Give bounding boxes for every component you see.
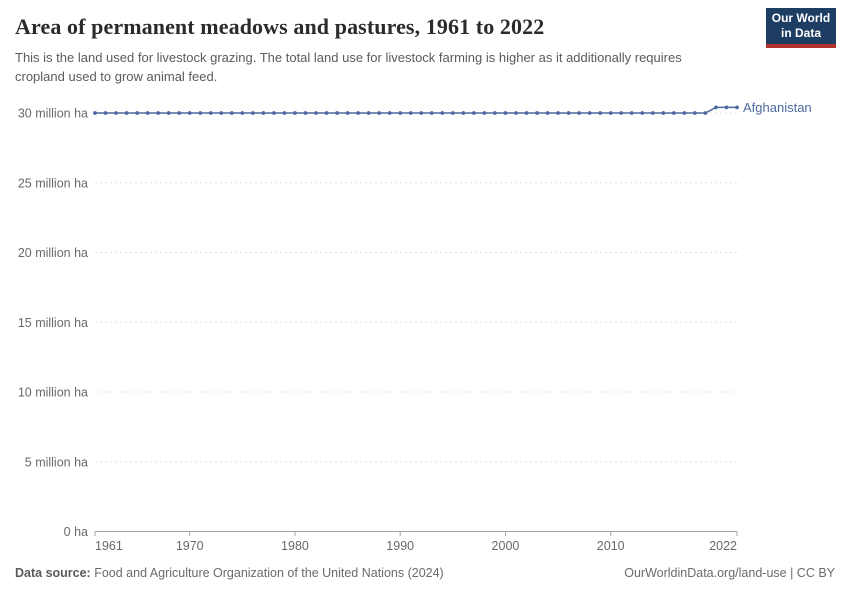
data-point-marker[interactable] [735, 106, 739, 110]
data-point-marker[interactable] [440, 111, 444, 115]
data-point-marker[interactable] [367, 111, 371, 115]
data-point-marker[interactable] [146, 111, 150, 115]
data-point-marker[interactable] [546, 111, 550, 115]
data-point-marker[interactable] [251, 111, 255, 115]
data-point-marker[interactable] [619, 111, 623, 115]
data-point-marker[interactable] [219, 111, 223, 115]
x-axis-tick-label: 2022 [709, 539, 737, 553]
chart-title: Area of permanent meadows and pastures, 1961 to 2022 [15, 14, 545, 39]
data-point-marker[interactable] [283, 111, 287, 115]
data-point-marker[interactable] [640, 111, 644, 115]
data-point-marker[interactable] [325, 111, 329, 115]
data-point-marker[interactable] [504, 111, 508, 115]
data-point-marker[interactable] [714, 106, 718, 110]
data-point-marker[interactable] [388, 111, 392, 115]
data-source-label: Data source: [15, 566, 91, 580]
data-point-marker[interactable] [188, 111, 192, 115]
data-point-marker[interactable] [682, 111, 686, 115]
data-point-marker[interactable] [293, 111, 297, 115]
data-point-marker[interactable] [409, 111, 413, 115]
y-axis-tick-label: 15 million ha [17, 315, 88, 330]
data-point-marker[interactable] [156, 111, 160, 115]
data-point-marker[interactable] [198, 111, 202, 115]
data-point-marker[interactable] [556, 111, 560, 115]
data-point-marker[interactable] [704, 111, 708, 115]
x-axis-tick-label: 1961 [95, 539, 123, 553]
data-point-marker[interactable] [230, 111, 234, 115]
data-point-marker[interactable] [567, 111, 571, 115]
data-point-marker[interactable] [535, 111, 539, 115]
data-point-marker[interactable] [672, 111, 676, 115]
x-axis-tick-label: 2010 [596, 539, 625, 553]
x-axis-tick-label: 1970 [175, 539, 204, 553]
y-axis-tick-label: 25 million ha [17, 176, 88, 191]
chart-subtitle: This is the land used for livestock grazing. The total land use for livestock farming is higher as it additionally requires cropland used to grow animal feed. [15, 50, 682, 84]
x-axis-tick-label: 2000 [491, 539, 520, 553]
data-point-marker[interactable] [356, 111, 360, 115]
data-point-marker[interactable] [335, 111, 339, 115]
data-point-marker[interactable] [483, 111, 487, 115]
data-source-text: Food and Agriculture Organization of the United Nations (2024) [90, 566, 444, 580]
data-point-marker[interactable] [598, 111, 602, 115]
entity-label[interactable]: Afghanistan [743, 99, 812, 115]
y-axis-tick-label: 5 million ha [24, 455, 88, 470]
data-point-marker[interactable] [419, 111, 423, 115]
x-axis-tick-label: 1980 [281, 539, 309, 553]
owid-url-link[interactable]: OurWorldinData.org/land-use | CC BY [624, 566, 835, 580]
data-point-marker[interactable] [588, 111, 592, 115]
data-point-marker[interactable] [314, 111, 318, 115]
data-point-marker[interactable] [651, 111, 655, 115]
data-point-marker[interactable] [272, 111, 276, 115]
data-point-marker[interactable] [104, 111, 108, 115]
chart-footer [15, 566, 835, 580]
data-point-marker[interactable] [525, 111, 529, 115]
data-point-marker[interactable] [125, 111, 129, 115]
y-axis-tick-label: 10 million ha [17, 385, 88, 400]
data-point-marker[interactable] [630, 111, 634, 115]
data-point-marker[interactable] [398, 111, 402, 115]
y-axis-tick-label: 30 million ha [17, 106, 88, 121]
data-point-marker[interactable] [261, 111, 265, 115]
data-point-marker[interactable] [346, 111, 350, 115]
data-point-marker[interactable] [661, 111, 665, 115]
data-point-marker[interactable] [304, 111, 308, 115]
y-axis-tick-label: 0 ha [63, 525, 88, 539]
data-point-marker[interactable] [167, 111, 171, 115]
data-point-marker[interactable] [725, 106, 729, 110]
data-point-marker[interactable] [514, 111, 518, 115]
data-point-marker[interactable] [209, 111, 213, 115]
data-source-note [15, 566, 444, 580]
data-point-marker[interactable] [377, 111, 381, 115]
data-point-marker[interactable] [451, 111, 455, 115]
owid-logo-line1: Our World [771, 11, 831, 25]
data-point-marker[interactable] [461, 111, 465, 115]
owid-logo-line2: in Data [780, 26, 821, 40]
y-axis-tick-label: 20 million ha [17, 246, 88, 260]
data-point-marker[interactable] [693, 111, 697, 115]
data-point-marker[interactable] [577, 111, 581, 115]
data-point-marker[interactable] [472, 111, 476, 115]
data-point-marker[interactable] [93, 111, 97, 115]
x-axis-tick-label: 1990 [386, 539, 415, 553]
data-point-marker[interactable] [609, 111, 613, 115]
data-point-marker[interactable] [177, 111, 181, 115]
data-point-marker[interactable] [114, 111, 118, 115]
data-point-marker[interactable] [430, 111, 434, 115]
data-point-marker[interactable] [240, 111, 244, 115]
data-point-marker[interactable] [493, 111, 497, 115]
data-point-marker[interactable] [135, 111, 139, 115]
